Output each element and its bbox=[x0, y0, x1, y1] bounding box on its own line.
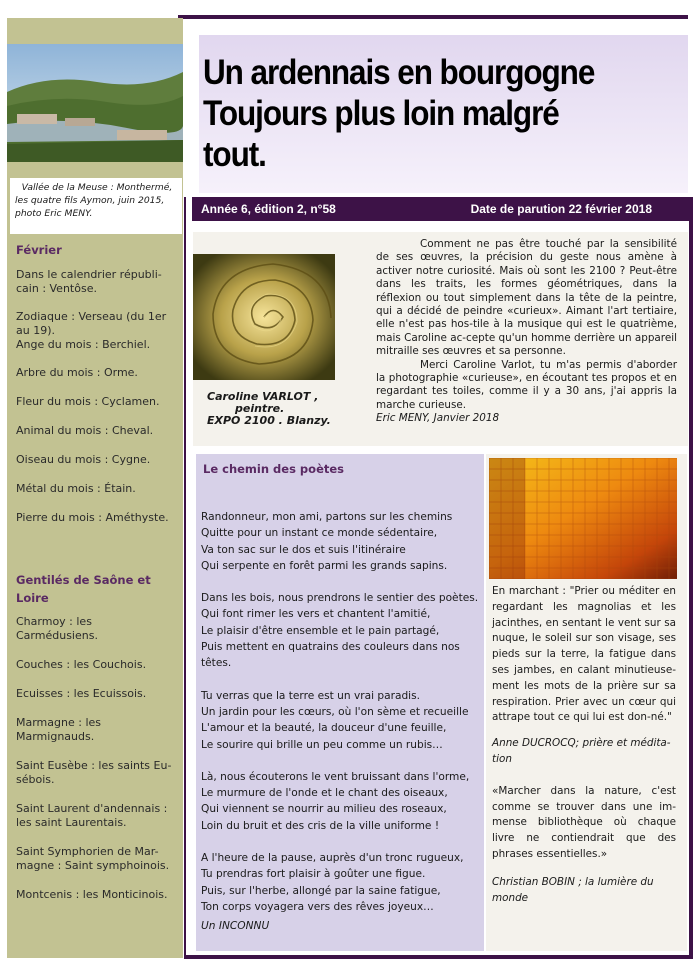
poem-line: A l'heure de la pause, auprès d'un tronc rugueux, bbox=[201, 852, 464, 865]
poem-line: Puis mettent en quatrains des couleurs dans nos têtes. bbox=[201, 641, 460, 670]
month-section bbox=[16, 241, 176, 525]
poem-line: L'amour et la beauté, la douceur d'une feuille, bbox=[201, 722, 447, 735]
gentiles-item: Couches : les Couchois. bbox=[16, 658, 147, 671]
poem-line: Un jardin pour les cœurs, où l'on sème et recueille bbox=[201, 705, 469, 718]
caption-role: peintre. bbox=[235, 402, 285, 415]
poem-line: Le plaisir d'être ensemble et le pain partagé, bbox=[201, 624, 440, 637]
month-item: Métal du mois : Étain. bbox=[16, 482, 136, 495]
article-paragraph: Merci Caroline Varlot, tu m'as permis d'aborder la photographie «curieuse», en écoutant tes propos et en regardant tes toiles, comme il y a 30 ans, j'ai appris la marche curieuse. bbox=[376, 358, 677, 411]
poem-line: Randonneur, mon ami, partons sur les chemins bbox=[201, 511, 453, 523]
month-item: Arbre du mois : Orme. bbox=[16, 366, 138, 379]
poem-line: Le murmure de l'onde et le chant des oiseaux, bbox=[201, 787, 448, 800]
publication-date: Date de parution 22 février 2018 bbox=[470, 202, 652, 216]
poem-line: Va ton sac sur le dos et suis l'itinéraire bbox=[201, 543, 406, 556]
poem-line: Qui font rimer les vers et chantent l'amitié, bbox=[201, 608, 431, 621]
poem-line: Quitte pour un instant ce monde sédentaire, bbox=[201, 527, 438, 540]
photo-caption bbox=[10, 178, 182, 234]
poem-stanza bbox=[201, 590, 481, 671]
gentiles-section bbox=[16, 571, 176, 902]
title-line: Un ardennais en bourgogne bbox=[203, 53, 595, 92]
poem-line: Tu verras que la terre est un vrai paradis. bbox=[201, 689, 421, 702]
title-line: Toujours plus loin malgré bbox=[203, 94, 559, 133]
top-rule bbox=[178, 15, 688, 19]
article-signature: Eric MENY, Janvier 2018 bbox=[376, 412, 500, 425]
quote-author: Christian BOBIN ; la lumière du monde bbox=[492, 875, 654, 904]
edition-label: Année 6, édition 2, n°58 bbox=[201, 202, 336, 216]
poem-line: Le sourire qui brille un peu comme un rubis… bbox=[201, 738, 443, 751]
poem-line: Puis, sur l'herbe, allongé par la saine fatigue, bbox=[201, 884, 441, 897]
poem-line: Qui serpente en forêt parmi les grands sapins. bbox=[201, 559, 448, 572]
gentiles-item: Saint Laurent d'andennais : les saint Laurentais. bbox=[16, 802, 168, 829]
gentiles-item: Saint Eusèbe : les saints Eu-sébois. bbox=[16, 759, 172, 786]
poem-stanza bbox=[201, 850, 481, 915]
month-item: Ange du mois : Berchiel. bbox=[16, 338, 151, 351]
caption-line: photo Eric MENY. bbox=[15, 208, 93, 219]
month-item: Fleur du mois : Cyclamen. bbox=[16, 395, 160, 408]
poem-line: Loin du bruit et des cris de la ville uniforme ! bbox=[201, 819, 440, 832]
frame-right bbox=[689, 197, 693, 959]
month-item: Pierre du mois : Améthyste. bbox=[16, 511, 169, 524]
gentiles-item: Saint Symphorien de Mar-magne : Saint symphoinois. bbox=[16, 845, 170, 872]
month-item: Dans le calendrier républi-cain : Ventôse. bbox=[16, 268, 162, 295]
varlot-painting bbox=[193, 254, 335, 380]
poem-author: Un INCONNU bbox=[201, 920, 270, 932]
gentiles-item: Ecuisses : les Ecuissois. bbox=[16, 687, 147, 700]
poem-stanza bbox=[201, 688, 481, 753]
page-title bbox=[203, 52, 640, 175]
gentiles-item: Charmoy : les Carmédusiens. bbox=[16, 615, 98, 642]
poem-stanza bbox=[201, 509, 481, 574]
title-line: tout. bbox=[203, 135, 266, 174]
frame-bottom bbox=[184, 955, 693, 959]
gentiles-item: Marmagne : les Marmignauds. bbox=[16, 716, 101, 743]
article-paragraph: Comment ne pas être touché par la sensibilité de ses œuvres, la précision du geste nous amène à activer notre curiosité. Mais où sont les 2100 ? Peut-être dans les traits, les formes géométriques, dans la réflexion ou tout simplement dans la tête de la peintre, qui a décidé de peindre «curieux». Aimant l'art tertiaire, elle n'est pas hos-tile à la musique qui est le quatrième, mais Caroline ac-cepte qu'un homme derrière un appareil mitraille ses œuvres et sa personne. bbox=[376, 238, 677, 358]
quotes-text bbox=[492, 584, 676, 918]
poem-line: Là, nous écouterons le vent bruissant dans l'orme, bbox=[201, 770, 470, 783]
gentiles-title: Gentilés de Saône et Loire bbox=[16, 573, 151, 605]
poem-stanza bbox=[201, 769, 481, 834]
poem-title: Le chemin des poètes bbox=[203, 462, 345, 476]
month-item: Oiseau du mois : Cygne. bbox=[16, 453, 151, 466]
caption-name: Caroline VARLOT , bbox=[207, 390, 319, 403]
poem-line: Ton corps voyagera vers des rêves joyeux… bbox=[201, 900, 434, 913]
poem-body bbox=[201, 509, 481, 931]
quote-author: Anne DUCROCQ; prière et médita-tion bbox=[492, 737, 671, 765]
quote-text: «Marcher dans la nature, c'est comme se trouver dans une im-mense bibliothèque où chaque livre ne contiendrait que des phrases essentielles.» bbox=[492, 784, 676, 860]
month-item: Animal du mois : Cheval. bbox=[16, 424, 154, 437]
caption-line: Vallée de la Meuse : Monthermé, bbox=[21, 182, 173, 193]
varlot-caption bbox=[207, 391, 347, 427]
sidebar bbox=[7, 18, 183, 958]
quote-text: En marchant : "Prier ou méditer en regardant les magnolias et les jacinthes, en sentant le vent sur sa nuque, le soleil sur son visage, ses pieds sur la terre, la fatigue dans ses jambes, en calant minutieuse-ment les mots de la prière sur sa respiration. Prier avec un cœur qui attrape tout ce qui lui est don-né." bbox=[492, 585, 676, 724]
poem-line: Dans les bois, nous prendrons le sentier des poètes. bbox=[201, 592, 479, 605]
caption-line: les quatre fils Aymon, juin 2015, bbox=[15, 195, 165, 206]
varlot-text bbox=[376, 238, 677, 426]
meuse-valley-photo bbox=[7, 44, 183, 162]
month-item: Zodiaque : Verseau (du 1er au 19). bbox=[16, 310, 167, 337]
orange-painting bbox=[489, 458, 677, 579]
caption-expo: EXPO 2100 . Blanzy. bbox=[207, 414, 331, 427]
frame-left bbox=[184, 197, 186, 959]
gentiles-item: Montcenis : les Monticinois. bbox=[16, 888, 168, 901]
month-title: Février bbox=[16, 243, 62, 257]
poem-line: Qui viennent se nourrir au milieu des roseaux, bbox=[201, 803, 447, 816]
edition-bar bbox=[192, 197, 689, 221]
poem-line: Tu prendras fort plaisir à goûter une figue. bbox=[201, 868, 426, 881]
